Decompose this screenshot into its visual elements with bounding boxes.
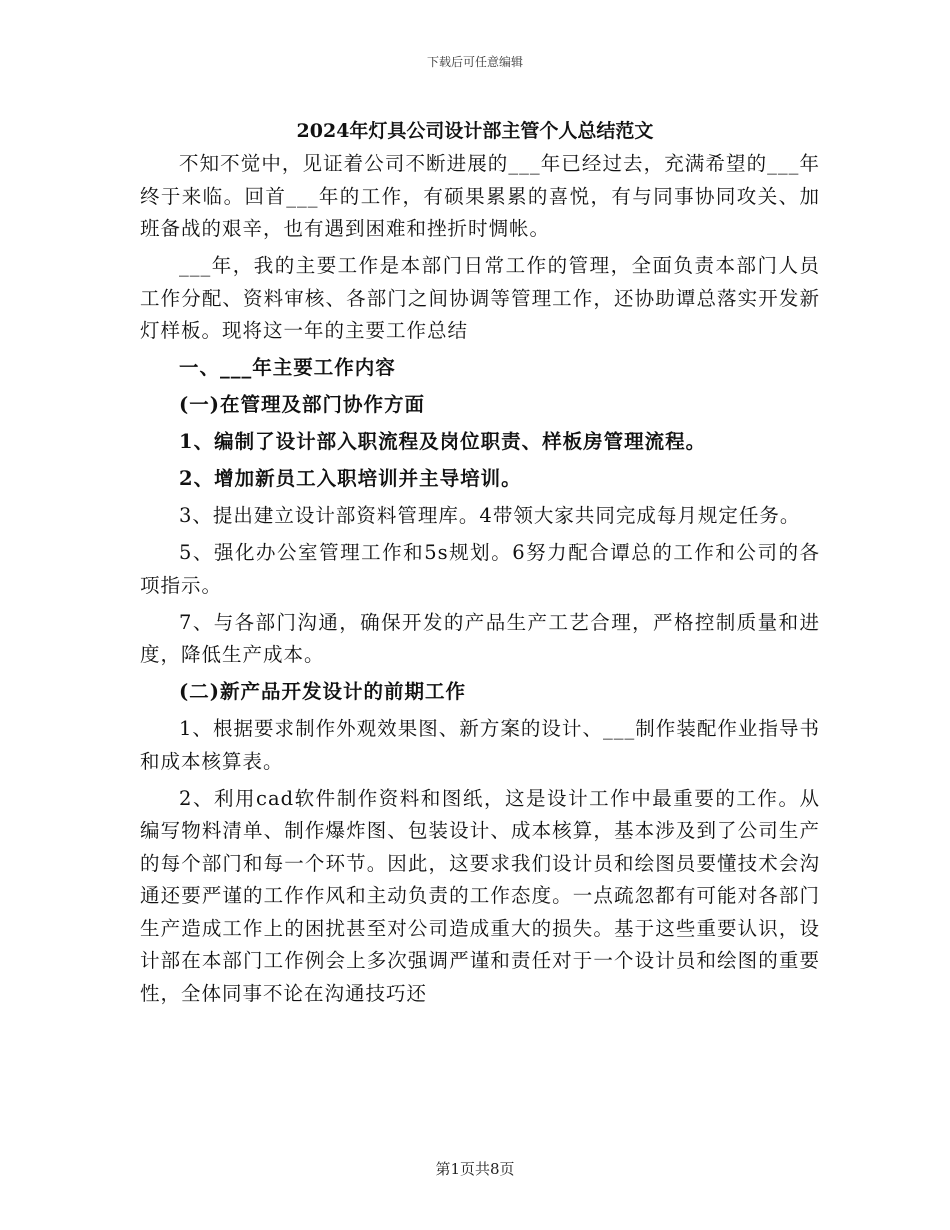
page-header-note: 下载后可任意编辑 — [426, 55, 523, 69]
list-item-5: 5、强化办公室管理工作和5s规划。6努力配合谭总的工作和公司的各项指示。 — [140, 541, 820, 597]
document-body — [140, 148, 820, 1015]
list-item-7: 7、与各部门沟通，确保开发的产品生产工艺合理，严格控制质量和进度，降低生产成本。 — [140, 610, 820, 666]
page-number: 第1页共8页 — [435, 1160, 515, 1178]
list-item-2-1: 1、根据要求制作外观效果图、新方案的设计、___制作装配作业指导书和成本核算表。 — [140, 717, 820, 773]
document-title: 2024年灯具公司设计部主管个人总结范文 — [296, 120, 654, 142]
list-item-2: 2、增加新员工入职培训并主导培训。 — [179, 467, 522, 490]
paragraph-overview: ___年，我的主要工作是本部门日常工作的管理，全面负责本部门人员工作分配、资料审核、各部门之间协调等管理工作，还协助谭总落实开发新灯样板。现将这一年的主要工作总结 — [140, 254, 820, 342]
list-item-3: 3、提出建立设计部资料管理库。4带领大家共同完成每月规定任务。 — [179, 504, 801, 527]
list-item-2-2: 2、利用cad软件制作资料和图纸，这是设计工作中最重要的工作。从编写物料清单、制作爆炸图、包装设计、成本核算，基本涉及到了公司生产的每个部门和每一个环节。因此，这要求我们设计员和绘图员要懂技术会沟通还要严谨的工作作风和主动负责的工作态度。一点疏忽都有可能对各部门生产造成工作上的困扰甚至对公司造成重大的损失。基于这些重要认识，设计部在本部门工作例会上多次强调严谨和责任对于一个设计员和绘图的重要性，全体同事不论在沟通技巧还 — [140, 786, 820, 1005]
paragraph-intro: 不知不觉中，见证着公司不断进展的___年已经过去，充满希望的___年终于来临。回首___年的工作，有硕果累累的喜悦，有与同事协同攻关、加班备战的艰辛，也有遇到困难和挫折时惆帐。 — [140, 152, 820, 240]
subsection-heading-2: (二)新产品开发设计的前期工作 — [179, 680, 466, 703]
list-item-1: 1、编制了设计部入职流程及岗位职责、样板房管理流程。 — [179, 430, 707, 453]
subsection-heading-1: (一)在管理及部门协作方面 — [179, 393, 425, 416]
section-heading-1: 一、___年主要工作内容 — [179, 356, 396, 379]
